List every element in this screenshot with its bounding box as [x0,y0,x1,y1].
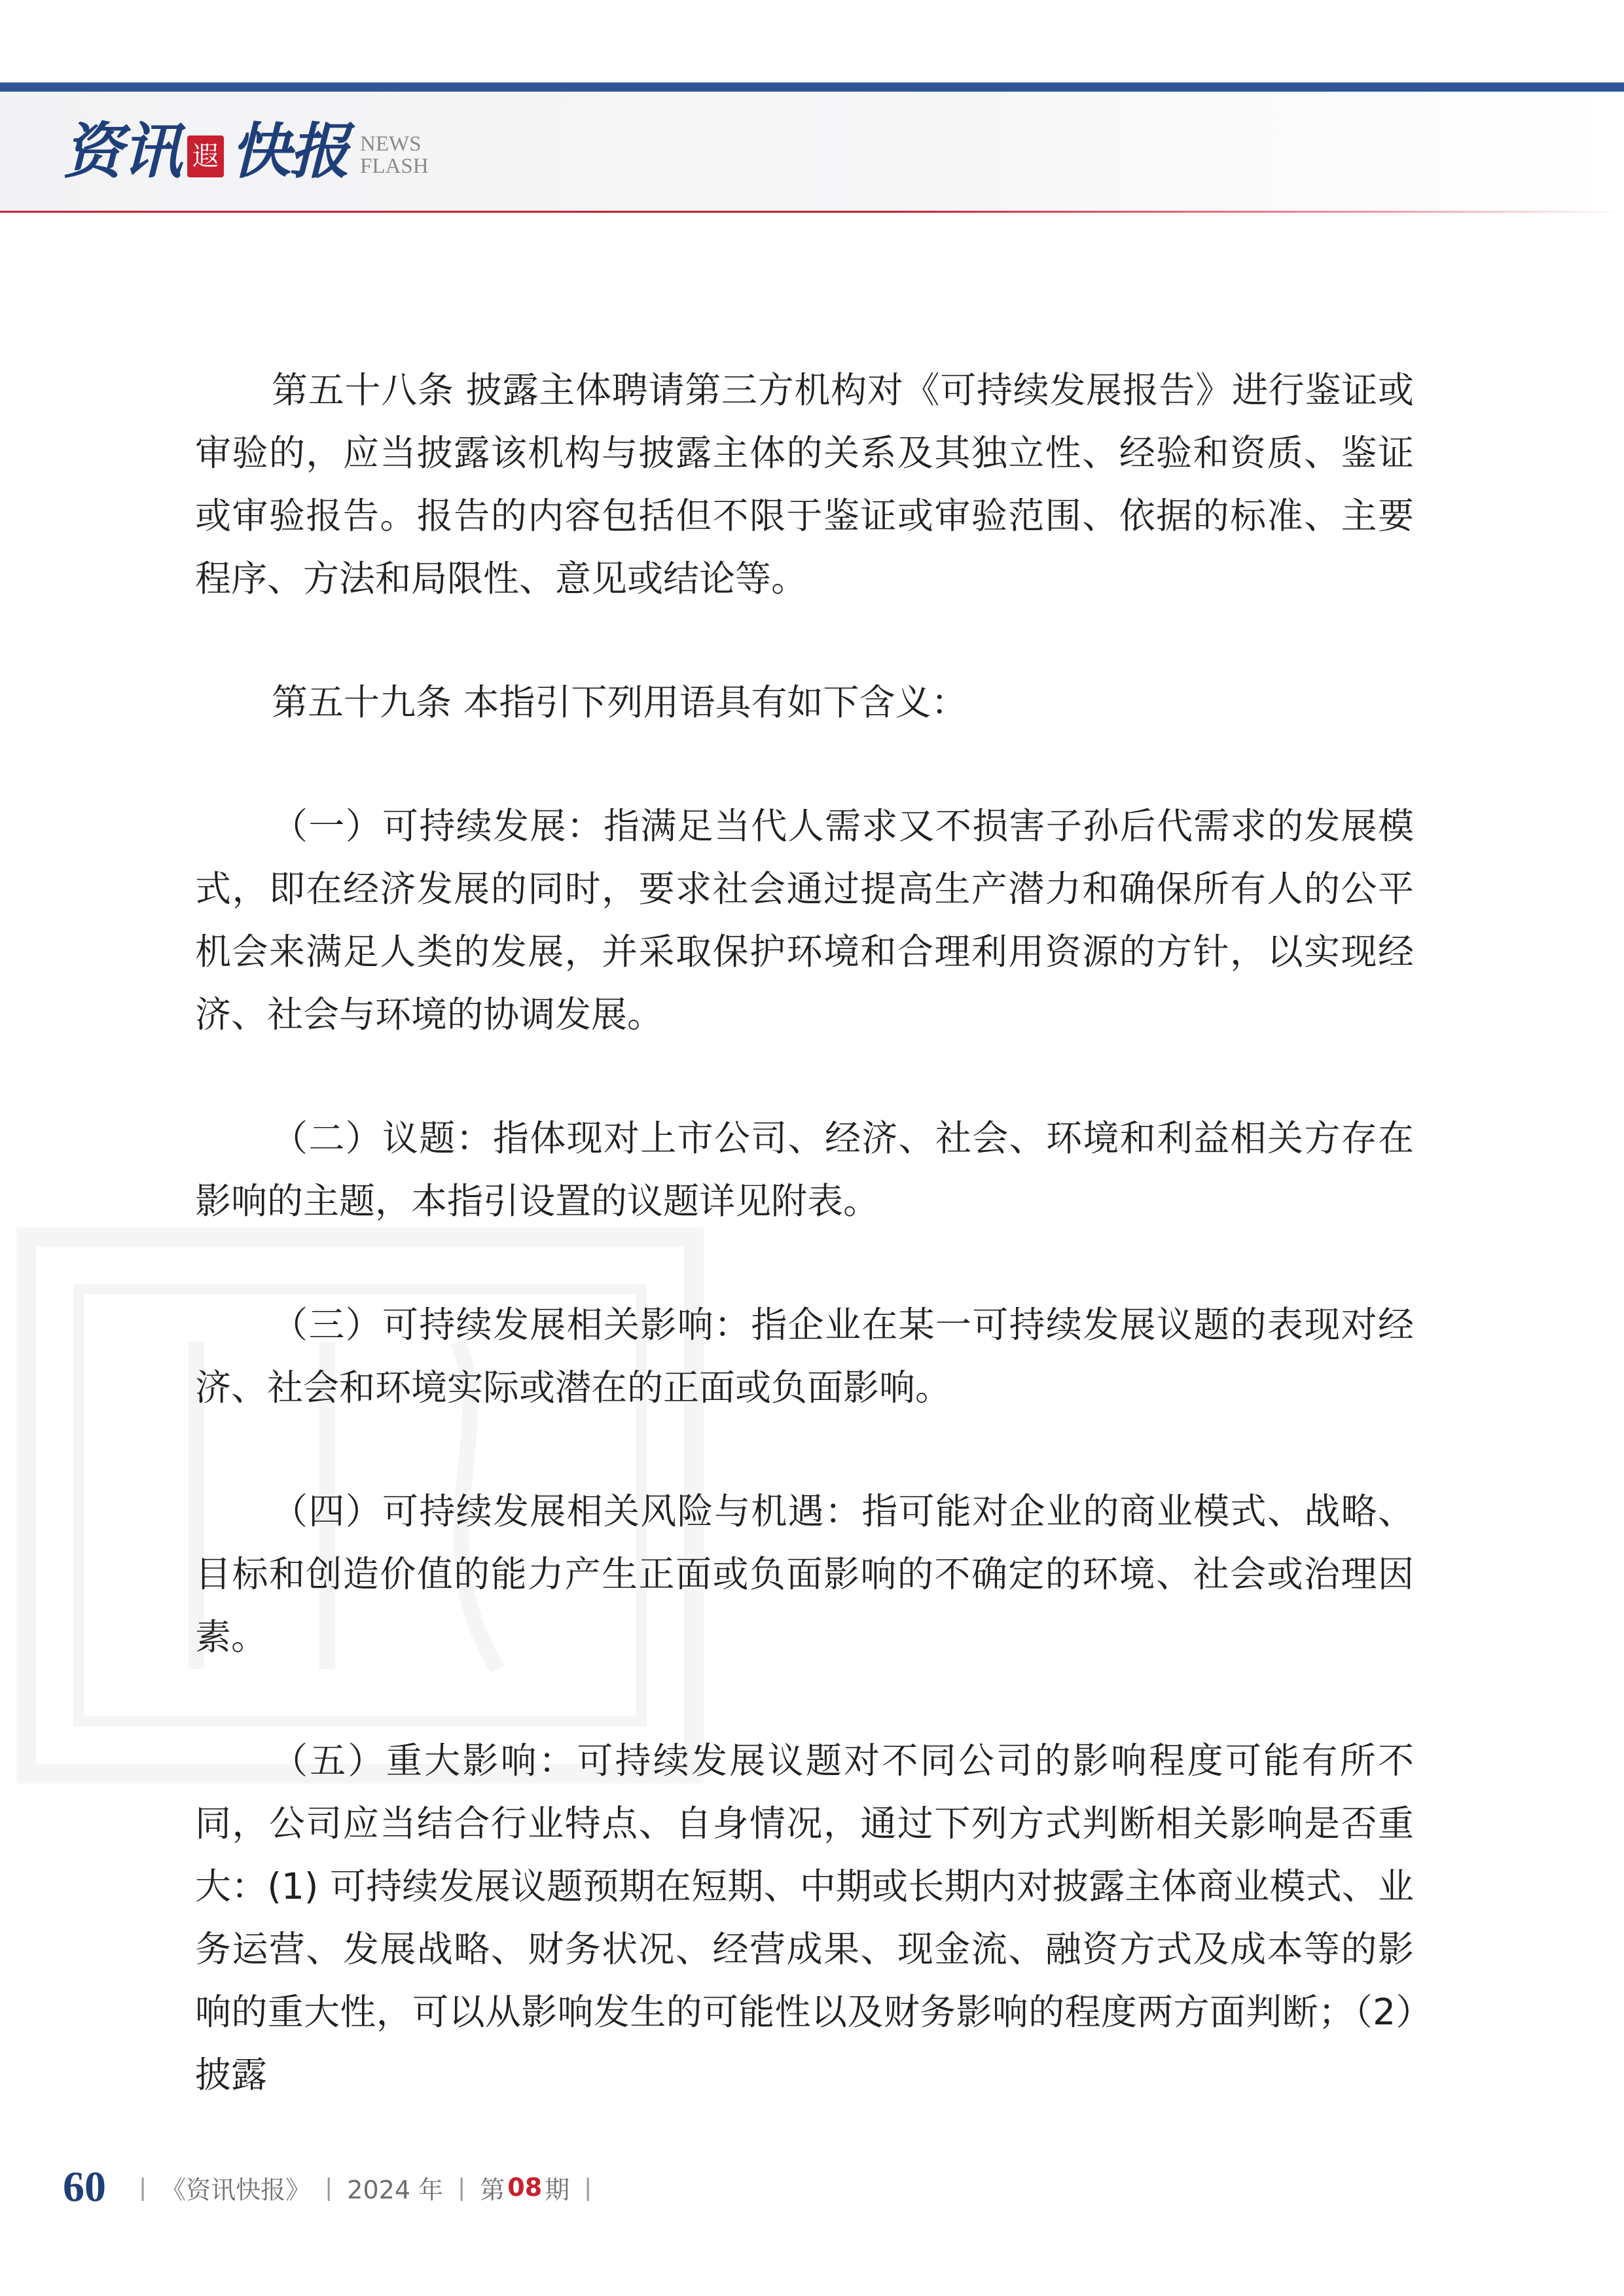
logo-word-1: 资讯 [63,116,181,187]
logo-seal-icon: 遐 [187,135,224,177]
header-rule [0,211,1624,213]
paragraph-definition-4: （四）可持续发展相关风险与机遇：指可能对企业的商业模式、战略、目标和创造价值的能力产生正面或负面影响的不确定的环境、社会或治理因素。 [195,1490,1414,1658]
logo-english [360,133,429,177]
masthead-logo [63,115,429,187]
logo-en-flash: FLASH [360,154,429,178]
issue-suffix: 期 [545,2175,570,2204]
issue-prefix: 第 [480,2175,505,2204]
logo-en-news: NEWS [360,132,422,156]
footer-separator: | [458,2174,466,2201]
footer-separator: | [584,2174,592,2201]
footer-separator: | [139,2174,147,2201]
publication-name: 《资讯快报》 [161,2175,311,2204]
logo-word-2: 快报 [230,116,349,187]
header-top-bar [0,82,1624,92]
article-body [195,359,1414,2167]
paragraph-article-59: 第五十九条 本指引下列用语具有如下含义： [272,681,967,723]
page-footer [63,2161,606,2214]
issue-number: 08 [507,2173,543,2202]
publication-year: 2024 年 [347,2175,444,2204]
paragraph-definition-3: （三）可持续发展相关影响：指企业在某一可持续发展议题的表现对经济、社会和环境实际或潜在的正面或负面影响。 [195,1304,1414,1408]
page-number: 60 [63,2163,106,2211]
footer-separator: | [325,2174,333,2201]
paragraph-definition-5: （五）重大影响：可持续发展议题对不同公司的影响程度可能有所不同，公司应当结合行业特点、自身情况，通过下列方式判断相关影响是否重大：(1) 可持续发展议题预期在短期、中期或长期内对披露主体商业模式、业务运营、发展战略、财务状况、经营成果、现金流、融资方式及成本等的影响的重大性，可以从影响发生的可能性以及财务影响的程度两方面判断；（2）披露 [195,1740,1414,2096]
paragraph-article-58: 第五十八条 披露主体聘请第三方机构对《可持续发展报告》进行鉴证或审验的，应当披露该机构与披露主体的关系及其独立性、经验和资质、鉴证或审验报告。报告的内容包括但不限于鉴证或审验范围、依据的标准、主要程序、方法和局限性、意见或结论等。 [195,369,1414,600]
paragraph-definition-2: （二）议题：指体现对上市公司、经济、社会、环境和利益相关方存在影响的主题，本指引设置的议题详见附表。 [195,1117,1414,1222]
paragraph-definition-1: （一）可持续发展：指满足当代人需求又不损害子孙后代需求的发展模式，即在经济发展的同时，要求社会通过提高生产潜力和确保所有人的公平机会来满足人类的发展，并采取保护环境和合理利用资源的方针，以实现经济、社会与环境的协调发展。 [195,805,1414,1035]
